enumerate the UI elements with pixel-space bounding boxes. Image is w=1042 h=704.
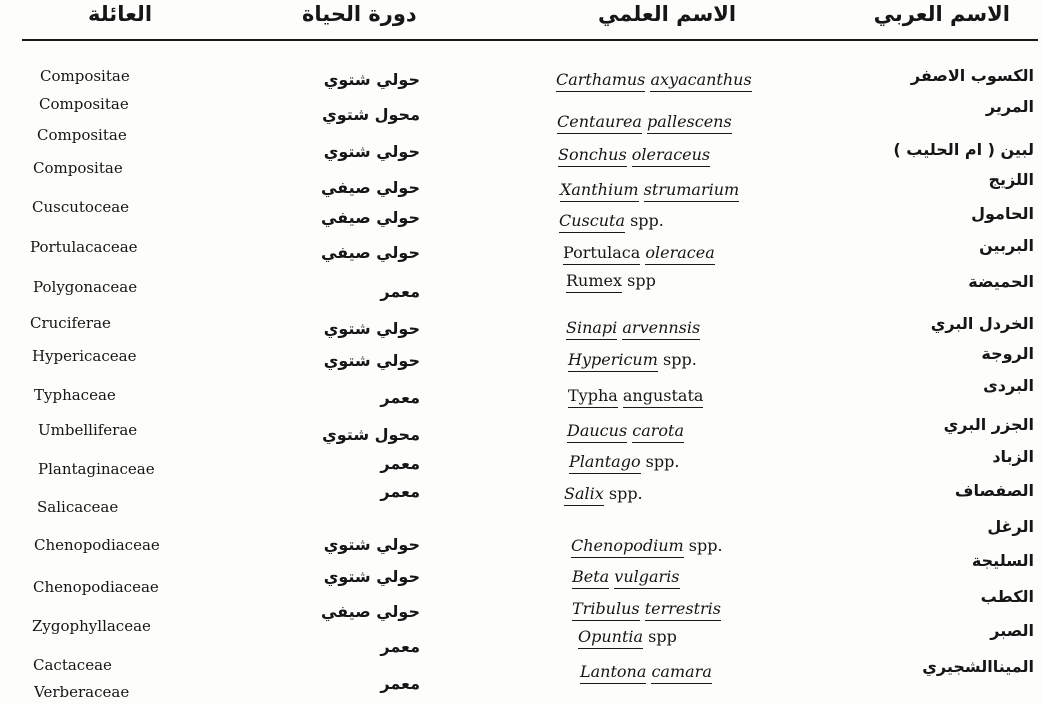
scientific-name-cell: [571, 536, 723, 556]
species-text: arvennsis: [622, 318, 700, 340]
species-text: oleraceus: [632, 145, 710, 167]
species-text: spp.: [608, 484, 643, 503]
family-cell: Cruciferae: [30, 314, 111, 332]
species-text: spp.: [630, 211, 664, 230]
arabic-name-cell: لبين ( ام الحليب ): [893, 140, 1034, 159]
species-text: spp.: [663, 350, 697, 369]
arabic-name-cell: البربين: [979, 236, 1034, 255]
arabic-name-cell: السليجة: [971, 551, 1034, 570]
genus-text: Carthamus: [556, 70, 645, 92]
genus-text: Opuntia: [578, 627, 643, 649]
header-family: العائلة: [88, 2, 153, 26]
arabic-name-cell: الحامول: [971, 204, 1034, 223]
life-cycle-cell: معمر: [380, 674, 420, 693]
header-scientific-name: الاسم العلمي: [598, 2, 737, 26]
family-cell: Hypericaceae: [32, 347, 137, 365]
life-cycle-cell: محول شتوي: [322, 425, 420, 444]
life-cycle-cell: حولي صيفي: [320, 208, 420, 227]
genus-text: Tribulus: [572, 599, 640, 621]
scientific-name-cell: [568, 386, 703, 406]
life-cycle-cell: حولي صيفي: [320, 602, 420, 621]
genus-text: Chenopodium: [571, 536, 684, 558]
family-cell: Compositae: [39, 95, 129, 113]
scientific-name-cell: [572, 567, 680, 587]
genus-text: Beta: [572, 567, 609, 589]
life-cycle-cell: معمر: [380, 454, 420, 473]
arabic-name-cell: الكسوب الاصفر: [910, 66, 1034, 85]
life-cycle-cell: معمر: [380, 282, 420, 301]
family-cell: Cuscutoceae: [32, 198, 130, 216]
genus-text: Daucus: [567, 421, 627, 443]
genus-text: Sinapi: [566, 318, 617, 340]
scientific-name-cell: [580, 662, 712, 682]
genus-text: Plantago: [569, 452, 641, 474]
species-text: spp.: [645, 452, 680, 471]
arabic-name-cell: الصفصاف: [954, 481, 1034, 500]
family-cell: Compositae: [33, 159, 123, 177]
life-cycle-cell: حولي شتوي: [323, 70, 420, 89]
arabic-name-cell: الزباد: [992, 447, 1034, 466]
scientific-name-cell: [569, 452, 679, 472]
arabic-name-cell: الجزر البري: [943, 415, 1034, 434]
species-text: spp: [648, 627, 677, 646]
species-text: spp.: [688, 536, 723, 555]
life-cycle-cell: حولي شتوي: [323, 351, 420, 370]
scientific-name-cell: [564, 484, 643, 504]
genus-text: Sonchus: [558, 145, 627, 167]
genus-text: Xanthium: [560, 180, 639, 202]
scientific-name-cell: [560, 180, 739, 200]
scientific-name-cell: [558, 145, 710, 165]
species-text: camara: [651, 662, 711, 684]
life-cycle-cell: محول شتوي: [322, 105, 420, 124]
genus-text: Rumex: [566, 271, 622, 293]
life-cycle-cell: معمر: [380, 482, 420, 501]
family-cell: Compositae: [40, 67, 130, 85]
life-cycle-cell: حولي شتوي: [323, 319, 420, 338]
species-text: strumarium: [644, 180, 740, 202]
family-cell: Salicaceae: [37, 498, 119, 516]
scientific-name-cell: [572, 599, 721, 619]
scientific-name-cell: [557, 112, 732, 132]
arabic-name-cell: الحميضة: [968, 272, 1034, 291]
life-cycle-cell: معمر: [380, 388, 420, 407]
genus-text: Centaurea: [557, 112, 642, 134]
species-text: spp: [627, 271, 656, 290]
genus-text: Cuscuta: [559, 211, 625, 233]
arabic-name-cell: الخردل البري: [930, 314, 1034, 333]
family-cell: Portulacaceae: [30, 238, 138, 256]
life-cycle-cell: معمر: [380, 637, 420, 656]
arabic-name-cell: الروجة: [981, 344, 1034, 363]
species-text: pallescens: [647, 112, 732, 134]
arabic-name-cell: الصبر: [990, 621, 1034, 640]
life-cycle-cell: حولي شتوي: [323, 142, 420, 161]
family-cell: Polygonaceae: [33, 278, 138, 296]
arabic-name-cell: الرغل: [987, 517, 1034, 536]
header-arabic-name: الاسم العربي: [873, 2, 1010, 26]
genus-text: Typha: [568, 386, 618, 408]
life-cycle-cell: حولي شتوي: [323, 535, 420, 554]
family-cell: Compositae: [37, 126, 127, 144]
genus-text: Salix: [564, 484, 604, 506]
scientific-name-cell: [578, 627, 677, 647]
scientific-name-cell: [567, 421, 684, 441]
scientific-name-cell: [563, 243, 715, 263]
family-cell: Typhaceae: [34, 386, 116, 404]
life-cycle-cell: حولي شتوي: [323, 567, 420, 586]
arabic-name-cell: البردى: [983, 376, 1034, 395]
family-cell: Chenopodiaceae: [34, 536, 160, 554]
family-cell: Verberaceae: [34, 683, 130, 701]
genus-text: Portulaca: [563, 243, 640, 265]
arabic-name-cell: الكطب: [980, 587, 1034, 606]
scientific-name-cell: [559, 211, 664, 231]
header-life-cycle: دورة الحياة: [302, 2, 417, 26]
arabic-name-cell: الميناالشجيري: [922, 657, 1034, 676]
genus-text: Lantona: [580, 662, 646, 684]
species-text: vulgaris: [614, 567, 679, 589]
species-text: carota: [632, 421, 684, 443]
genus-text: Hypericum: [568, 350, 658, 372]
species-text: oleracea: [645, 243, 714, 265]
species-text: axyacanthus: [650, 70, 751, 92]
scientific-name-cell: [566, 318, 700, 338]
family-cell: Umbelliferae: [38, 421, 138, 439]
scientific-name-cell: [568, 350, 697, 370]
family-cell: Cactaceae: [33, 656, 112, 674]
species-text: terrestris: [645, 599, 721, 621]
family-cell: Chenopodiaceae: [33, 578, 159, 596]
species-text: angustata: [623, 386, 704, 408]
life-cycle-cell: حولي صيفي: [320, 178, 420, 197]
header-rule: [22, 39, 1038, 41]
scientific-name-cell: [556, 70, 752, 90]
arabic-name-cell: المرير: [985, 97, 1034, 116]
arabic-name-cell: اللزيج: [988, 170, 1034, 189]
family-cell: Zygophyllaceae: [32, 617, 151, 635]
life-cycle-cell: حولي صيفي: [320, 243, 420, 262]
scientific-name-cell: [566, 271, 656, 291]
family-cell: Plantaginaceae: [38, 460, 155, 478]
